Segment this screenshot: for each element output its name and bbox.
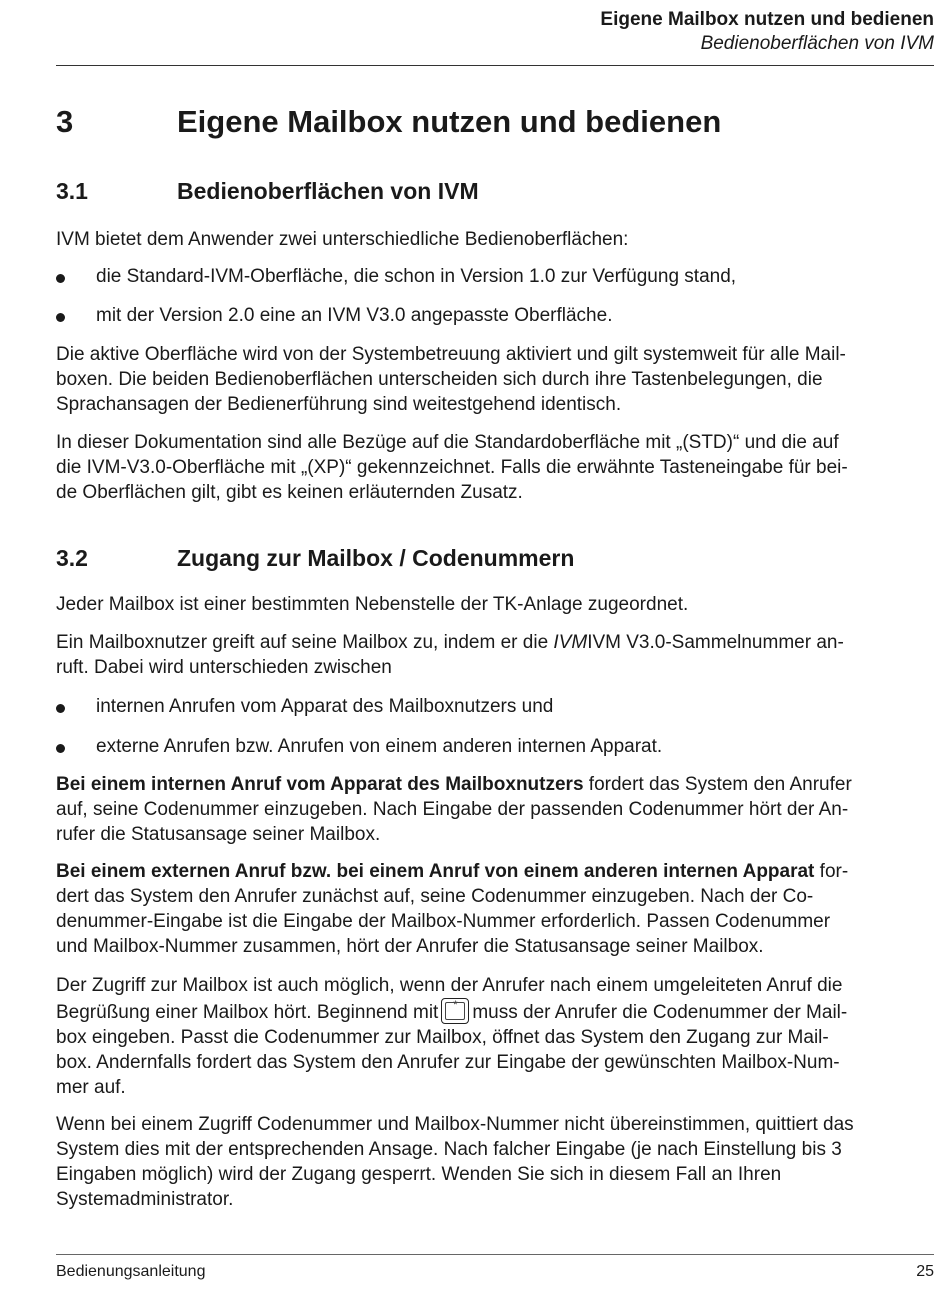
section-number: 3.2: [56, 545, 88, 571]
paragraph-line: Die aktive Oberfläche wird von der Systembetreuung aktiviert und gilt systemweit für alle Mail-: [56, 344, 846, 365]
key-label: *: [453, 999, 458, 1011]
paragraph: [56, 342, 936, 417]
paragraph-line: auf, seine Codenummer einzugeben. Nach Eingabe der passenden Codenummer hört der An-: [56, 799, 849, 820]
paragraph-line: rufer die Statusansage seiner Mailbox.: [56, 824, 381, 845]
text-run: Ein Mailboxnutzer greift auf seine Mailbox zu, indem er die: [56, 632, 554, 653]
bold-text: Bei einem externen Anruf bzw. bei einem Anruf von einem anderen internen Apparat: [56, 861, 815, 882]
list-item-text: mit der Version 2.0 eine an IVM V3.0 angepasste Oberfläche.: [96, 305, 613, 326]
header-rule: [56, 65, 934, 66]
paragraph: [56, 772, 936, 847]
running-header: [600, 8, 934, 56]
section-heading-3-1: [56, 178, 479, 205]
paragraph-line: box. Andernfalls fordert das System den Anrufer zur Eingabe der gewünschten Mailbox-Num-: [56, 1052, 840, 1073]
paragraph-text: Jeder Mailbox ist einer bestimmten Nebenstelle der TK-Anlage zugeordnet.: [56, 594, 689, 615]
bullet-icon: [56, 313, 65, 322]
paragraph-line: die IVM-V3.0-Oberfläche mit „(XP)“ gekennzeichnet. Falls die erwähnte Tasteneingabe für bei-: [56, 457, 848, 478]
paragraph-text: IVM bietet dem Anwender zwei unterschiedliche Bedienoberflächen:: [56, 229, 629, 250]
paragraph: [56, 630, 936, 680]
running-header-subtitle: Bedienoberflächen von IVM: [700, 33, 934, 54]
paragraph-line: [56, 859, 936, 884]
bullet-icon: [56, 744, 65, 753]
text-run: Begrüßung einer Mailbox hört. Beginnend mit: [56, 1002, 439, 1023]
paragraph: [56, 227, 936, 252]
paragraph-line: [56, 998, 936, 1025]
italic-text: IVM: [553, 632, 588, 653]
bold-text: Bei einem internen Anruf vom Apparat des Mailboxnutzers: [56, 774, 584, 795]
paragraph-line: de Oberflächen gilt, gibt es keinen erläuternden Zusatz.: [56, 482, 523, 503]
paragraph: [56, 430, 936, 505]
text-run: IVM V3.0-Sammelnummer an-: [587, 632, 844, 653]
text-run: muss der Anrufer die Codenummer der Mail-: [472, 1002, 848, 1023]
footer-rule: [56, 1254, 934, 1255]
list-item-text: internen Anrufen vom Apparat des Mailboxnutzers und: [96, 696, 554, 717]
page-number: 25: [916, 1263, 934, 1280]
paragraph-line: ruft. Dabei wird unterschieden zwischen: [56, 657, 392, 678]
text-run: fordert das System den Anrufer: [583, 774, 852, 795]
paragraph-line: Eingaben möglich) wird der Zugang gesperrt. Wenden Sie sich in diesem Fall an Ihren: [56, 1164, 782, 1185]
chapter-heading: [56, 104, 721, 140]
paragraph-line: [56, 772, 936, 797]
paragraph-line: [56, 630, 936, 655]
paragraph-line: mer auf.: [56, 1077, 126, 1098]
bullet-icon: [56, 274, 65, 283]
paragraph-line: Wenn bei einem Zugriff Codenummer und Mailbox-Nummer nicht übereinstimmen, quittiert das: [56, 1114, 854, 1135]
paragraph-line: boxen. Die beiden Bedienoberflächen unterscheiden sich durch ihre Tastenbelegungen, die: [56, 369, 823, 390]
paragraph: [56, 1112, 936, 1212]
star-key-icon: [441, 998, 469, 1024]
bullet-icon: [56, 704, 65, 713]
paragraph-line: denummer-Eingabe ist die Eingabe der Mailbox-Nummer erforderlich. Passen Codenummer: [56, 911, 831, 932]
section-number: 3.1: [56, 178, 88, 204]
chapter-title: Eigene Mailbox nutzen und bedienen: [177, 104, 722, 139]
section-heading-3-2: [56, 545, 574, 572]
paragraph-line: Sprachansagen der Bedienerführung sind weitestgehend identisch.: [56, 394, 622, 415]
section-title: Bedienoberflächen von IVM: [177, 178, 479, 204]
footer-document-name: Bedienungsanleitung: [56, 1263, 206, 1280]
paragraph-line: In dieser Dokumentation sind alle Bezüge auf die Standardoberfläche mit „(STD)“ und die auf: [56, 432, 839, 453]
paragraph-line: Der Zugriff zur Mailbox ist auch möglich, wenn der Anrufer nach einem umgeleiteten Anruf die: [56, 975, 843, 996]
list-item-text: externe Anrufen bzw. Anrufen von einem anderen internen Apparat.: [96, 736, 663, 757]
paragraph: [56, 859, 936, 959]
list-item-text: die Standard-IVM-Oberfläche, die schon in Version 1.0 zur Verfügung stand,: [96, 266, 737, 287]
paragraph-line: und Mailbox-Nummer zusammen, hört der Anrufer die Statusansage seiner Mailbox.: [56, 936, 764, 957]
chapter-number: 3: [56, 104, 74, 139]
paragraph: [56, 973, 936, 1100]
paragraph-line: box eingeben. Passt die Codenummer zur Mailbox, öffnet das System den Zugang zur Mail-: [56, 1027, 829, 1048]
section-title: Zugang zur Mailbox / Codenummern: [177, 545, 575, 571]
paragraph-line: System dies mit der entsprechenden Ansage. Nach falcher Eingabe (je nach Einstellung bis 3: [56, 1139, 842, 1160]
running-header-title: Eigene Mailbox nutzen und bedienen: [600, 9, 934, 30]
paragraph: [56, 592, 936, 617]
text-run: for-: [814, 861, 849, 882]
paragraph-line: dert das System den Anrufer zunächst auf, seine Codenummer einzugeben. Nach der Co-: [56, 886, 814, 907]
paragraph-line: Systemadministrator.: [56, 1189, 234, 1210]
